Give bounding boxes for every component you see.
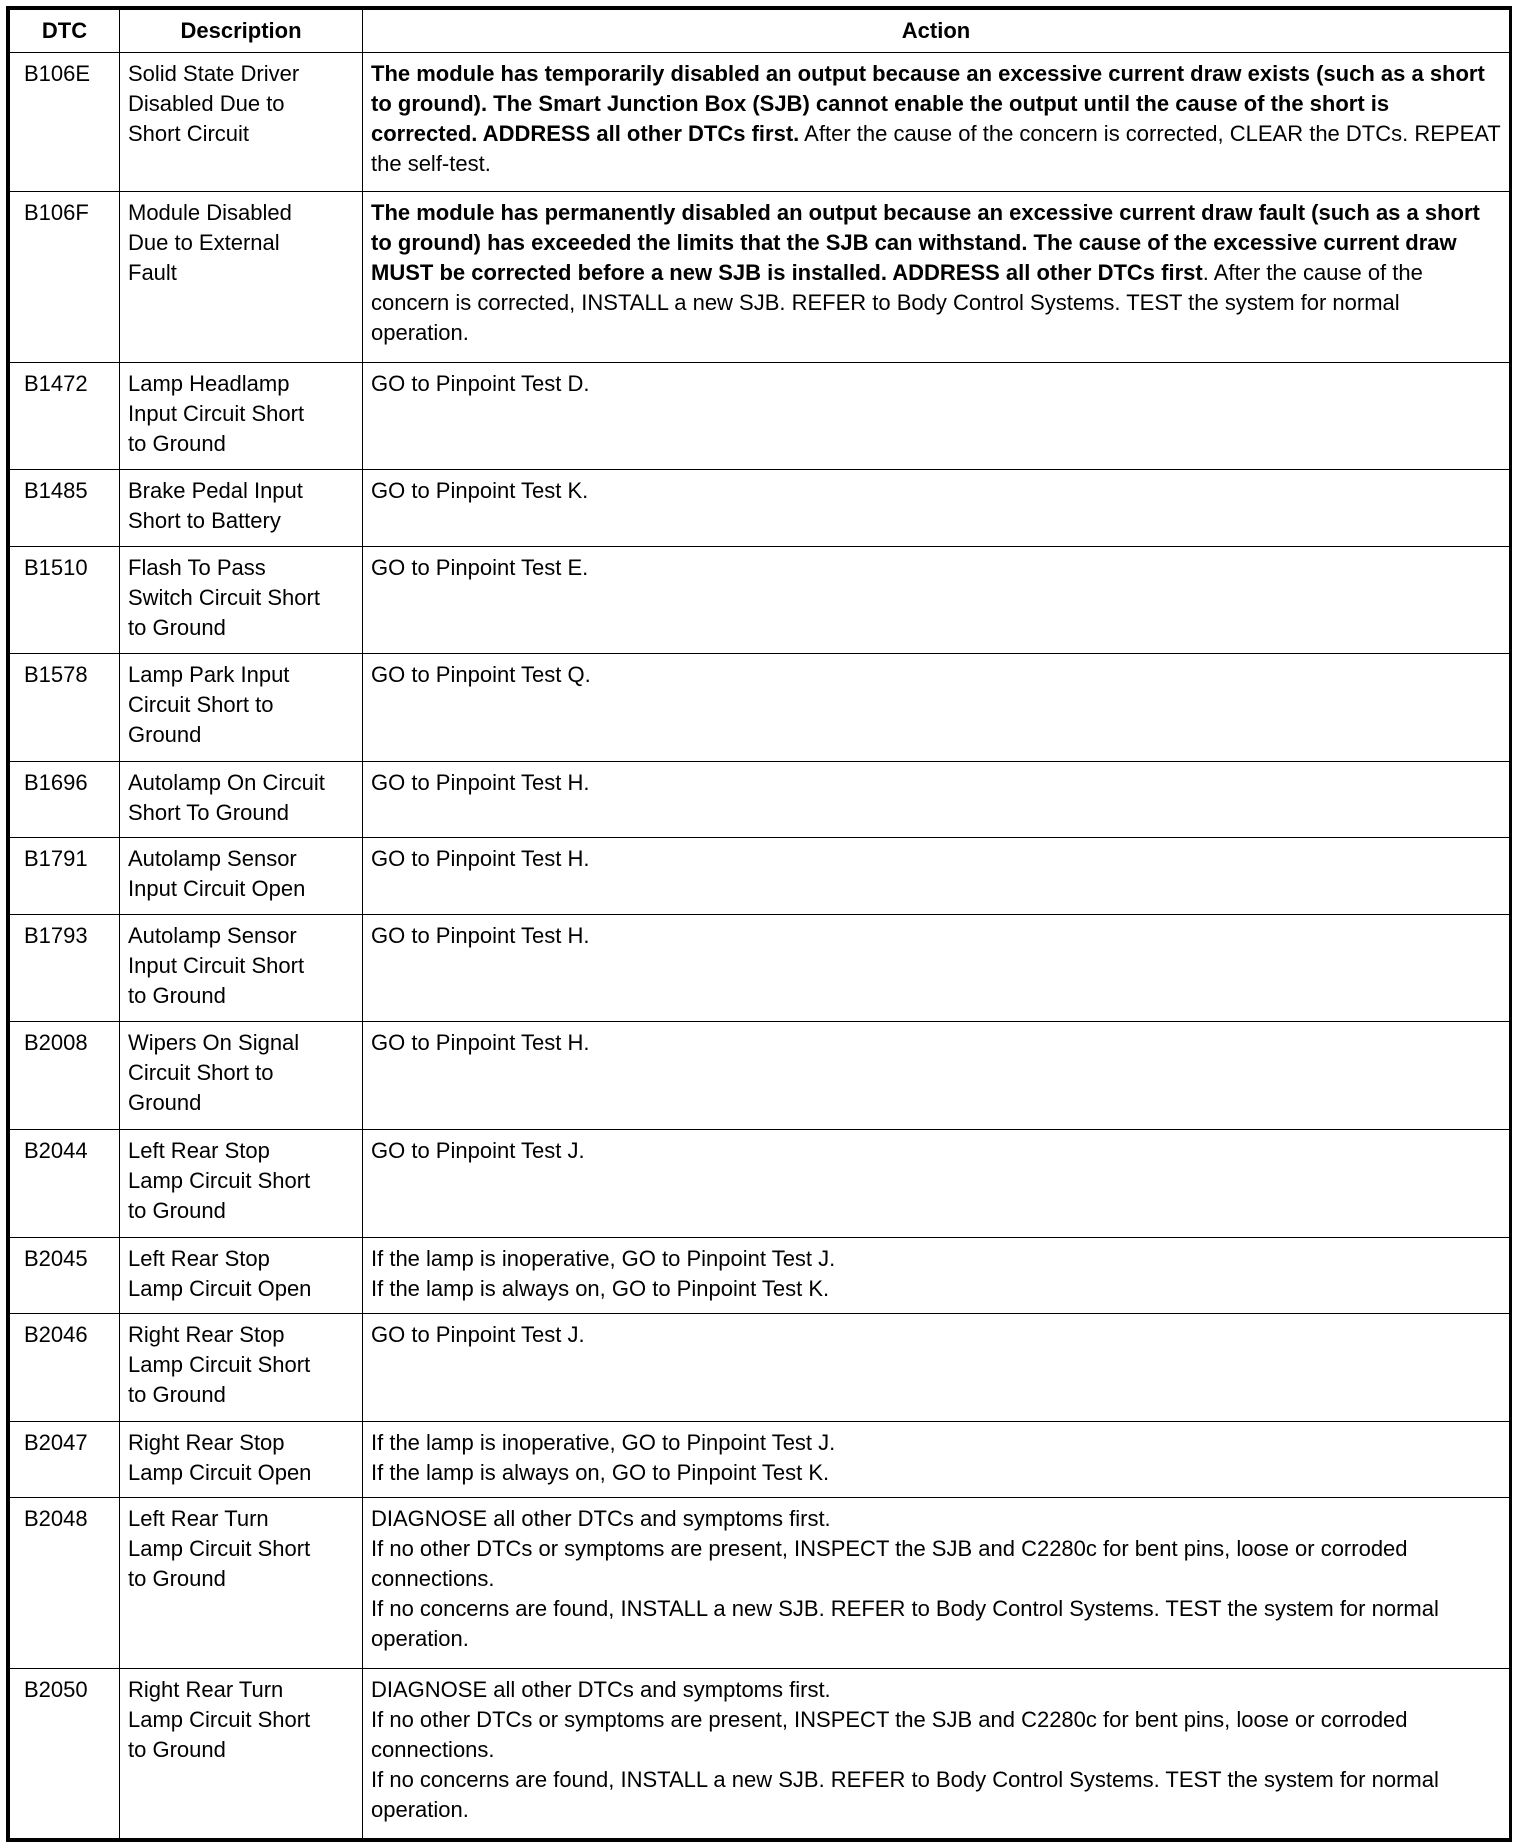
action-text: If the lamp is inoperative, GO to Pinpoint Test J. (371, 1429, 836, 1455)
dtc-description (120, 53, 363, 192)
description-line: Lamp Circuit Short (128, 1536, 311, 1562)
description-line: Left Rear Turn (128, 1506, 269, 1532)
dtc-action (363, 1237, 1510, 1313)
dtc-code: B2008 (10, 1022, 120, 1130)
dtc-code: B1485 (10, 470, 120, 546)
dtc-action (363, 914, 1510, 1022)
action-text: If no concerns are found, INSTALL a new SJB. REFER to Body Control Systems. TEST the system for normal operation. (371, 1766, 1439, 1822)
action-text: GO to Pinpoint Test H. (371, 846, 590, 872)
dtc-description (120, 1498, 363, 1668)
dtc-code: B1791 (10, 838, 120, 914)
action-paragraph (371, 1244, 1501, 1274)
description-line: Left Rear Stop (128, 1245, 270, 1271)
dtc-description (120, 1314, 363, 1422)
description-line: to Ground (128, 614, 226, 640)
dtc-code: B2047 (10, 1421, 120, 1497)
description-line: to Ground (128, 982, 226, 1008)
action-text: If no other DTCs or symptoms are present, INSPECT the SJB and C2280c for bent pins, loose or corroded connections. (371, 1536, 1408, 1592)
dtc-description (120, 1421, 363, 1497)
action-paragraph (371, 476, 1501, 506)
action-paragraph (371, 768, 1501, 798)
description-line: Lamp Circuit Open (128, 1459, 312, 1485)
dtc-description (120, 654, 363, 762)
action-paragraph (371, 59, 1501, 179)
dtc-description (120, 470, 363, 546)
action-text: GO to Pinpoint Test H. (371, 922, 590, 948)
action-paragraph (371, 369, 1501, 399)
table-header-row (10, 10, 1510, 53)
description-line: Short to Battery (128, 508, 281, 534)
dtc-code: B1578 (10, 654, 120, 762)
dtc-code: B2044 (10, 1130, 120, 1238)
dtc-code: B1696 (10, 761, 120, 837)
dtc-action (363, 546, 1510, 654)
dtc-description (120, 914, 363, 1022)
dtc-description (120, 546, 363, 654)
description-line: Wipers On Signal (128, 1030, 300, 1056)
action-paragraph (371, 1428, 1501, 1458)
dtc-description (120, 838, 363, 914)
action-bold-text: The module has temporarily disabled an output because an excessive current draw exists (such as a short to ground). The Smart Junction Box (SJB) cannot enable the output until the cause of the short is corrected. ADDRESS all other DTCs first. (371, 61, 1485, 146)
action-paragraph (371, 1765, 1501, 1825)
description-line: to Ground (128, 1382, 226, 1408)
dtc-description (120, 1130, 363, 1238)
dtc-code: B1793 (10, 914, 120, 1022)
description-line: Left Rear Stop (128, 1138, 270, 1163)
action-paragraph (371, 553, 1501, 583)
description-line: Module Disabled (128, 200, 292, 226)
description-line: Solid State Driver (128, 61, 300, 86)
action-paragraph (371, 1458, 1501, 1488)
action-paragraph (371, 1534, 1501, 1594)
action-text: If the lamp is always on, GO to Pinpoint Test K. (371, 1459, 830, 1485)
description-line: Input Circuit Short (128, 400, 305, 426)
description-line: Disabled Due to (128, 91, 285, 116)
dtc-table-container (6, 6, 1512, 1842)
action-paragraph (371, 844, 1501, 874)
description-line: Circuit Short to (128, 1060, 274, 1086)
dtc-action (363, 654, 1510, 762)
table-row (10, 761, 1510, 837)
dtc-action (363, 761, 1510, 837)
description-line: to Ground (128, 1198, 226, 1223)
table-row (10, 470, 1510, 546)
dtc-description (120, 761, 363, 837)
description-line: Lamp Headlamp (128, 370, 290, 396)
table-row (10, 53, 1510, 192)
dtc-code: B2050 (10, 1668, 120, 1839)
header-description: Description (120, 10, 363, 53)
description-line: Ground (128, 722, 202, 748)
dtc-code: B2045 (10, 1237, 120, 1313)
dtc-table (9, 9, 1510, 1839)
table-row (10, 192, 1510, 362)
action-paragraph (371, 1028, 1501, 1058)
action-paragraph (371, 198, 1501, 348)
action-text: GO to Pinpoint Test J. (371, 1138, 585, 1163)
dtc-description (120, 1022, 363, 1130)
table-row (10, 1498, 1510, 1668)
action-paragraph (371, 660, 1501, 690)
table-row (10, 1421, 1510, 1497)
dtc-action (363, 1130, 1510, 1238)
description-line: Lamp Circuit Short (128, 1706, 311, 1732)
action-text: After the cause of the concern is corrected, CLEAR the DTCs. REPEAT the self-test. (371, 121, 1501, 176)
header-dtc: DTC (10, 10, 120, 53)
action-text: GO to Pinpoint Test E. (371, 554, 589, 580)
dtc-action (363, 1668, 1510, 1839)
dtc-action (363, 470, 1510, 546)
description-line: Autolamp Sensor (128, 922, 297, 948)
table-row (10, 1130, 1510, 1238)
table-row (10, 1022, 1510, 1130)
action-text: If the lamp is inoperative, GO to Pinpoint Test J. (371, 1245, 836, 1271)
description-line: Due to External (128, 230, 280, 256)
action-bold-text: The module has permanently disabled an output because an excessive current draw fault (such as a short to ground) has exceeded the limits that the SJB can withstand. The cause of the excessive current draw MUST be corrected before a new SJB is installed. ADDRESS all other DTCs first (371, 200, 1480, 286)
description-line: Input Circuit Short (128, 952, 305, 978)
description-line: Lamp Circuit Short (128, 1352, 311, 1378)
action-text: GO to Pinpoint Test D. (371, 370, 590, 396)
description-line: Autolamp On Circuit (128, 769, 325, 795)
action-text: GO to Pinpoint Test Q. (371, 662, 591, 688)
description-line: Short Circuit (128, 121, 250, 146)
dtc-code: B1510 (10, 546, 120, 654)
description-line: Flash To Pass (128, 554, 266, 580)
action-paragraph (371, 1594, 1501, 1654)
dtc-action (363, 53, 1510, 192)
header-action: Action (363, 10, 1510, 53)
table-row (10, 546, 1510, 654)
dtc-code: B106E (10, 53, 120, 192)
description-line: Right Rear Stop (128, 1429, 285, 1455)
description-line: Short To Ground (128, 799, 290, 825)
dtc-code: B106F (10, 192, 120, 362)
description-line: Lamp Park Input (128, 662, 290, 688)
dtc-action (363, 192, 1510, 362)
dtc-description (120, 1668, 363, 1839)
table-body (10, 53, 1510, 1839)
description-line: Brake Pedal Input (128, 478, 303, 504)
action-text: . After the cause of the concern is corrected, INSTALL a new SJB. REFER to Body Control Systems. TEST the system for normal operation. (371, 260, 1423, 346)
description-line: Ground (128, 1090, 202, 1116)
description-line: Autolamp Sensor (128, 846, 297, 872)
dtc-description (120, 1237, 363, 1313)
description-line: Fault (128, 260, 177, 286)
description-line: Lamp Circuit Open (128, 1275, 312, 1301)
description-line: Right Rear Stop (128, 1322, 285, 1348)
action-paragraph (371, 1705, 1501, 1765)
table-row (10, 362, 1510, 470)
action-text: If no other DTCs or symptoms are present, INSPECT the SJB and C2280c for bent pins, loose or corroded connections. (371, 1706, 1408, 1762)
action-paragraph (371, 1675, 1501, 1705)
description-line: Right Rear Turn (128, 1676, 284, 1702)
description-line: to Ground (128, 1736, 226, 1762)
action-paragraph (371, 921, 1501, 951)
action-text: DIAGNOSE all other DTCs and symptoms first. (371, 1506, 831, 1532)
dtc-action (363, 362, 1510, 470)
table-row (10, 914, 1510, 1022)
action-paragraph (371, 1504, 1501, 1534)
table-row (10, 654, 1510, 762)
table-row (10, 1668, 1510, 1839)
description-line: Lamp Circuit Short (128, 1168, 311, 1193)
action-paragraph (371, 1320, 1501, 1350)
dtc-action (363, 1314, 1510, 1422)
table-row (10, 1237, 1510, 1313)
description-line: Input Circuit Open (128, 876, 306, 902)
dtc-description (120, 192, 363, 362)
dtc-description (120, 362, 363, 470)
description-line: Switch Circuit Short (128, 584, 320, 610)
table-row (10, 1314, 1510, 1422)
action-text: GO to Pinpoint Test H. (371, 1030, 590, 1056)
description-line: to Ground (128, 1566, 226, 1592)
action-text: GO to Pinpoint Test K. (371, 478, 589, 504)
description-line: Circuit Short to (128, 692, 274, 718)
dtc-code: B2048 (10, 1498, 120, 1668)
action-text: If no concerns are found, INSTALL a new SJB. REFER to Body Control Systems. TEST the system for normal operation. (371, 1596, 1439, 1652)
dtc-code: B1472 (10, 362, 120, 470)
action-text: If the lamp is always on, GO to Pinpoint Test K. (371, 1275, 830, 1301)
dtc-code: B2046 (10, 1314, 120, 1422)
action-paragraph (371, 1274, 1501, 1304)
description-line: to Ground (128, 430, 226, 456)
dtc-action (363, 1498, 1510, 1668)
action-text: DIAGNOSE all other DTCs and symptoms first. (371, 1676, 831, 1702)
dtc-action (363, 1421, 1510, 1497)
action-text: GO to Pinpoint Test J. (371, 1322, 585, 1348)
dtc-action (363, 838, 1510, 914)
table-row (10, 838, 1510, 914)
action-text: GO to Pinpoint Test H. (371, 769, 590, 795)
action-paragraph (371, 1136, 1501, 1166)
dtc-action (363, 1022, 1510, 1130)
